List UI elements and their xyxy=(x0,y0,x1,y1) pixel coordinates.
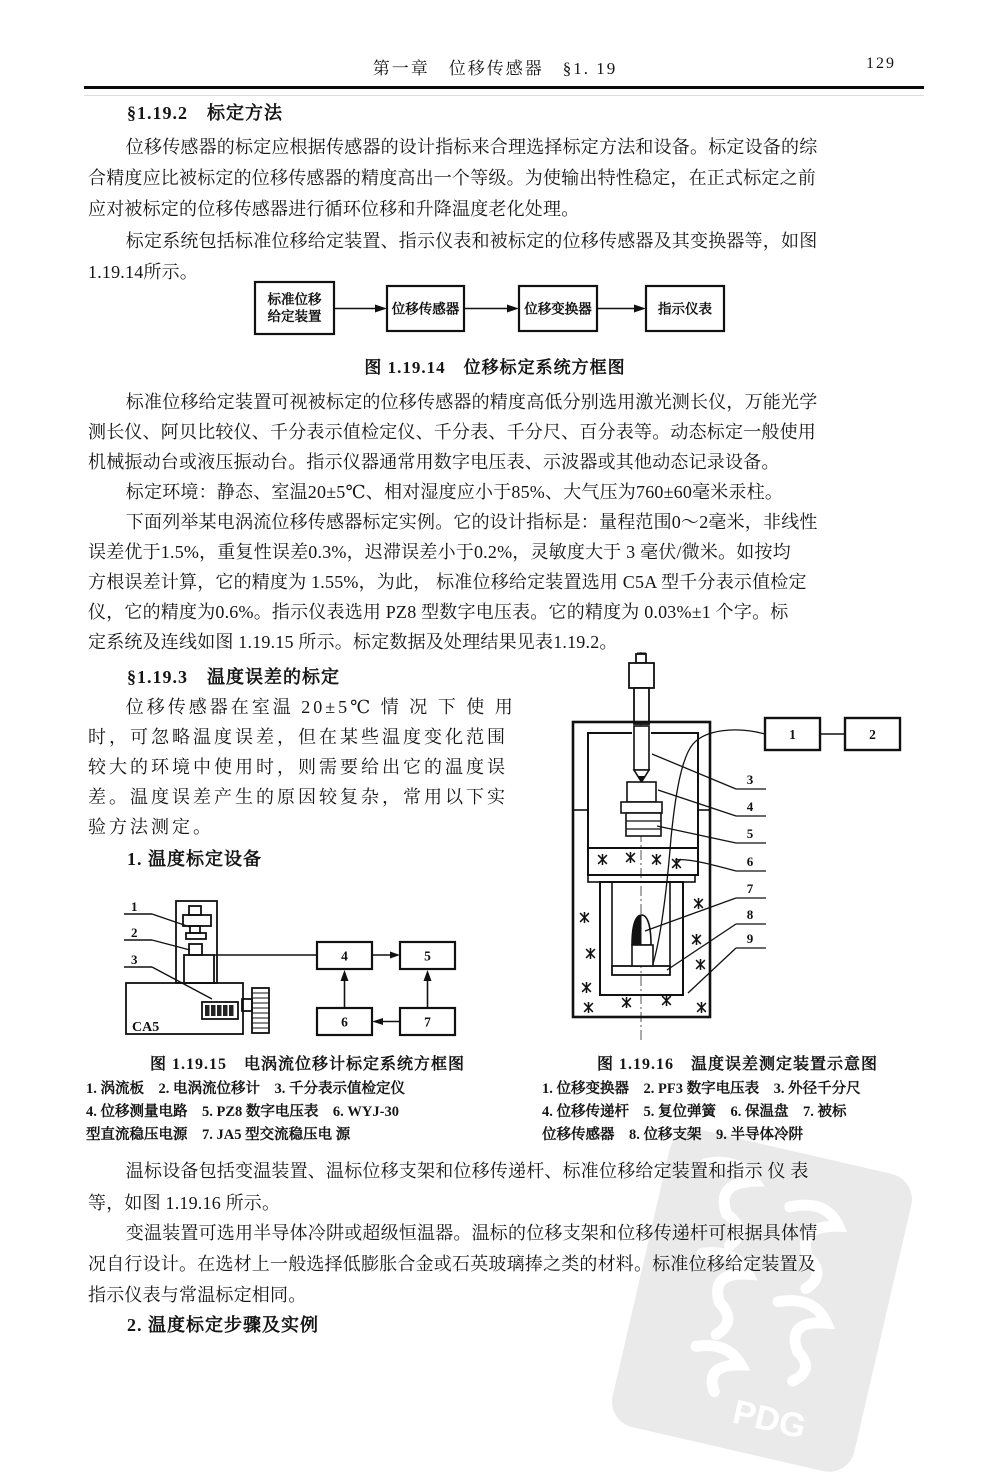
text-line: 标定系统包括标准位移给定装置、指示仪表和被标定的位移传感器及其变换器等，如图 xyxy=(125,231,818,251)
figure-1-19-16-diagram xyxy=(545,648,965,1048)
dial-indicator-stem xyxy=(190,926,200,933)
arrow-right-icon xyxy=(390,952,400,959)
rod-block xyxy=(627,782,656,802)
paragraph-3 xyxy=(88,387,930,477)
text-line: 温标设备包括变温装置、温标位移支架和位移传递杆、标准位移给定装置和指示 仪 表 xyxy=(125,1161,809,1181)
display-digits xyxy=(205,1005,234,1016)
block-label: 位移变换器 xyxy=(524,301,592,317)
callout-number: 9 xyxy=(746,931,754,946)
paragraph-6 xyxy=(88,692,546,842)
callout-number: 7 xyxy=(746,881,754,896)
paragraph-4: 标定环境：静态、室温20±5℃、相对湿度应小于85%、大气压为760±60毫米汞柱。 xyxy=(125,482,784,502)
subheading-temp-calibration-steps: 2. 温度标定步骤及实例 xyxy=(127,1315,319,1335)
paragraph-7 xyxy=(88,1155,934,1219)
block-number: 1 xyxy=(789,727,796,742)
arrow-left-icon xyxy=(372,1018,383,1025)
micrometer-pin xyxy=(636,654,646,663)
text-line: 定系统及连线如图 1.19.15 所示。标定数据及处理结果见表1.19.2。 xyxy=(88,632,618,652)
text-line: 指示仪表与常温标定相同。 xyxy=(88,1285,307,1305)
arrow-right-icon xyxy=(375,305,387,313)
arrow-up-icon xyxy=(424,970,432,981)
callout-number: 2 xyxy=(131,925,138,940)
eddy-probe xyxy=(189,944,202,955)
figure-1-19-15-legend xyxy=(86,1078,536,1147)
micrometer-body xyxy=(629,663,654,688)
callout-number: 8 xyxy=(746,907,754,922)
arrow-right-icon xyxy=(507,305,519,313)
figure-1-19-16-caption: 图 1.19.16 温度误差测定装置示意图 xyxy=(596,1056,878,1073)
figure-1-19-16-legend xyxy=(542,1078,972,1147)
legend-line: 位移传感器 8. 位移支架 9. 半导体冷阱 xyxy=(542,1127,803,1143)
text-line: 变温装置可选用半导体冷阱或超级恒温器。温标的位移支架和位移传递杆可根据具体情 xyxy=(125,1223,818,1243)
figure-1-19-14-diagram xyxy=(230,277,760,345)
block-number: 6 xyxy=(341,1014,348,1030)
text-line: 机械振动台或液压振动台。指示仪器通常用数字电压表、示波器或其他动态记录设备。 xyxy=(88,452,780,472)
dial-indicator-body xyxy=(183,915,211,926)
machine-model-label: CA5 xyxy=(132,1020,160,1035)
flange xyxy=(621,802,662,813)
ribbed-knob xyxy=(252,988,269,1033)
text-line: 位移传感器在室温 20±5℃ 情 况 下 使 用 xyxy=(125,697,516,717)
figure-1-19-15-caption: 图 1.19.15 电涡流位移计标定系统方框图 xyxy=(149,1056,465,1073)
header-rule xyxy=(84,86,924,89)
block-number: 4 xyxy=(341,948,348,964)
text-line: 合精度应比被标定的位移传感器的精度高出一个等级。为使输出特性稳定，在正式标定之前 xyxy=(88,168,816,188)
callout-number: 3 xyxy=(131,952,138,967)
arrow-up-icon xyxy=(341,970,349,981)
text-line: 仪，它的精度为0.6%。指示仪表选用 PZ8 型数字电压表。它的精度为 0.03%±1 个字。标 xyxy=(88,602,789,622)
legend-line: 4. 位移测量电路 5. PZ8 数字电压表 6. WYJ-30 xyxy=(86,1104,399,1120)
text-line: 应对被标定的位移传感器进行循环位移和升降温度老化处理。 xyxy=(88,199,580,219)
text-line: 况自行设计。在选材上一般选择低膨胀合金或石英玻璃捧之类的材料。标准位移给定装置及 xyxy=(88,1254,816,1274)
text-line: 验方法测定。 xyxy=(88,817,214,837)
header-rule-shadow xyxy=(84,95,924,96)
text-line: 1.19.14所示。 xyxy=(88,262,198,282)
callout-number: 3 xyxy=(746,772,754,787)
callout-number: 6 xyxy=(746,854,754,869)
block-label: 标准位移 xyxy=(267,292,322,307)
section-heading-1-19-2: §1.19.2 标定方法 xyxy=(127,103,283,123)
text-line: 方根误差计算，它的精度为 1.55%，为此， 标准位移给定装置选用 C5A 型千分表示值检定 xyxy=(88,572,807,592)
plate-lower xyxy=(588,875,695,882)
text-line: 时，可忽略温度误差，但在某些温度变化范围 xyxy=(88,727,508,747)
checker-column xyxy=(176,901,217,983)
text-line: 位移传感器的标定应根据传感器的设计指标来合理选择标定方法和设备。标定设备的综 xyxy=(125,137,818,157)
block-number: 5 xyxy=(424,948,431,964)
text-line: 等，如图 1.19.16 所示。 xyxy=(88,1193,281,1213)
paragraph-5 xyxy=(88,507,934,657)
paragraph-1 xyxy=(88,132,930,225)
legend-line: 型直流稳压电源 7. JA5 型交流稳压电 源 xyxy=(86,1127,351,1143)
callout-number: 4 xyxy=(746,799,754,814)
callout-number: 1 xyxy=(131,899,138,914)
text-line: 误差优于1.5%，重复性误差0.3%，迟滞误差小于0.2%，灵敏度大于 3 毫伏/微米。如按均 xyxy=(88,542,791,562)
block-number: 2 xyxy=(869,727,876,742)
sensor-body xyxy=(184,955,214,983)
transfer-rod xyxy=(634,726,649,770)
text-line: 标准位移给定装置可视被标定的位移传感器的精度高低分别选用激光测长仪，万能光学 xyxy=(125,392,818,412)
micrometer-shaft xyxy=(634,688,649,724)
sensor-mount xyxy=(632,945,653,966)
return-spring xyxy=(626,813,661,836)
text-line: 较大的环境中使用时，则需要给出它的温度误 xyxy=(88,757,508,777)
text-line: 差。温度误差产生的原因较复杂，常用以下实 xyxy=(88,787,508,807)
block-label: 位移传感器 xyxy=(391,301,460,317)
figure-1-19-14-caption: 图 1.19.14 位移标定系统方框图 xyxy=(364,358,626,377)
block-label: 给定装置 xyxy=(267,309,322,324)
block-standard-displacement-source xyxy=(255,282,334,334)
callout-number: 5 xyxy=(746,826,754,841)
paragraph-8 xyxy=(88,1218,934,1311)
text-line: 测长仪、阿贝比较仪、千分表示值检定仪、千分表、千分尺、百分表等。动态标定一般使用 xyxy=(88,422,816,442)
page-header-title: 第一章 位移传感器 §1. 19 xyxy=(372,59,618,78)
dial-indicator-knob xyxy=(189,906,201,915)
figure-1-19-15-diagram xyxy=(95,884,475,1052)
arrow-right-icon xyxy=(634,305,646,313)
subheading-temp-calibration-equipment: 1. 温度标定设备 xyxy=(127,849,262,869)
legend-line: 1. 涡流板 2. 电涡流位移计 3. 千分表示值检定仪 xyxy=(86,1081,405,1097)
section-heading-1-19-3: §1.19.3 温度误差的标定 xyxy=(127,667,340,687)
watermark-label: PDG xyxy=(729,1392,810,1447)
block-label: 指示仪表 xyxy=(658,301,712,317)
dial-indicator-foot xyxy=(186,933,206,939)
legend-line: 1. 位移变换器 2. PF3 数字电压表 3. 外径千分尺 xyxy=(542,1081,861,1097)
block-number: 7 xyxy=(424,1014,431,1030)
text-line: 下面列举某电涡流位移传感器标定实例。它的设计指标是：量程范围0～2毫米，非线性 xyxy=(125,512,818,532)
page-number: 129 xyxy=(866,55,896,72)
legend-line: 4. 位移传递杆 5. 复位弹簧 6. 保温盘 7. 被标 xyxy=(542,1104,847,1120)
